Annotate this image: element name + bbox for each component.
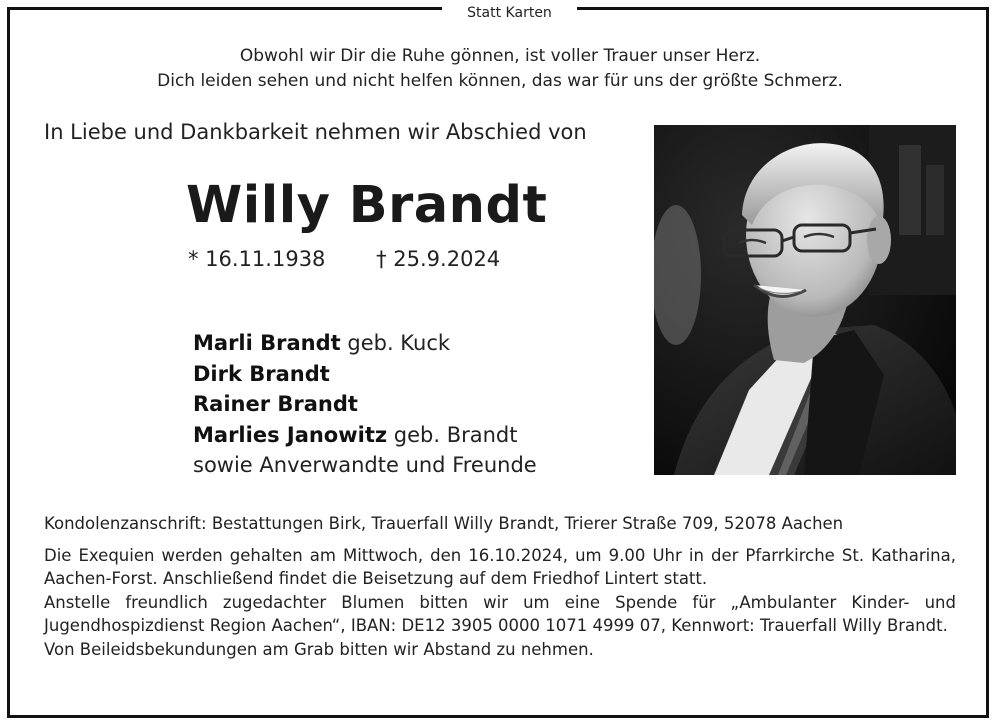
intro-text: In Liebe und Dankbarkeit nehmen wir Abschied von <box>44 120 587 144</box>
condolence-note: Von Beileidsbekundungen am Grab bitten wir Abstand zu nehmen. <box>44 639 594 659</box>
birth-date: * 16.11.1938 <box>188 247 326 271</box>
info-section <box>44 512 956 661</box>
header-label: Statt Karten <box>442 4 577 22</box>
verse-line-1: Obwohl wir Dir die Ruhe gönnen, ist voller Trauer unser Herz. <box>239 46 761 66</box>
family-member-name: Rainer Brandt <box>193 392 358 416</box>
family-member <box>193 359 537 390</box>
portrait-photo <box>654 125 956 475</box>
portrait-illustration <box>654 125 956 475</box>
family-member <box>193 420 537 451</box>
donation-request: Anstelle freundlich zugedachter Blumen bitten wir um eine Spende für „Ambulanter Kinder- und Jugendhospizdienst Region Aachen“, IBAN: DE12 3905 0000 1071 4999 07, Kennwort: Trauerfall Willy Brandt. <box>44 592 956 635</box>
family-member <box>193 389 537 420</box>
service-details: Die Exequien werden gehalten am Mittwoch, den 16.10.2024, um 9.00 Uhr in der Pfarrkirche St. Katharina, Aachen-Forst. Anschließend findet die Beisetzung auf dem Friedhof Lintert statt. <box>44 545 956 588</box>
family-member-name: Marli Brandt <box>193 331 341 355</box>
family-member-suffix: geb. Brandt <box>387 422 518 447</box>
family-closing: sowie Anverwandte und Freunde <box>193 453 537 477</box>
family-list <box>193 328 537 481</box>
family-member-name: Marlies Janowitz <box>193 422 388 447</box>
deceased-name: Willy Brandt <box>186 176 548 235</box>
life-dates <box>188 247 500 271</box>
verse-line-2: Dich leiden sehen und nicht helfen können, das war für uns der größte Schmerz. <box>157 71 843 91</box>
condolence-address: Kondolenzanschrift: Bestattungen Birk, Trauerfall Willy Brandt, Trierer Straße 709, 52078 Aachen <box>44 514 844 533</box>
verse <box>0 44 1000 94</box>
family-member <box>193 328 537 359</box>
family-member-suffix: geb. Kuck <box>340 331 451 355</box>
family-member-name: Dirk Brandt <box>193 361 330 386</box>
death-date: † 25.9.2024 <box>376 247 501 271</box>
